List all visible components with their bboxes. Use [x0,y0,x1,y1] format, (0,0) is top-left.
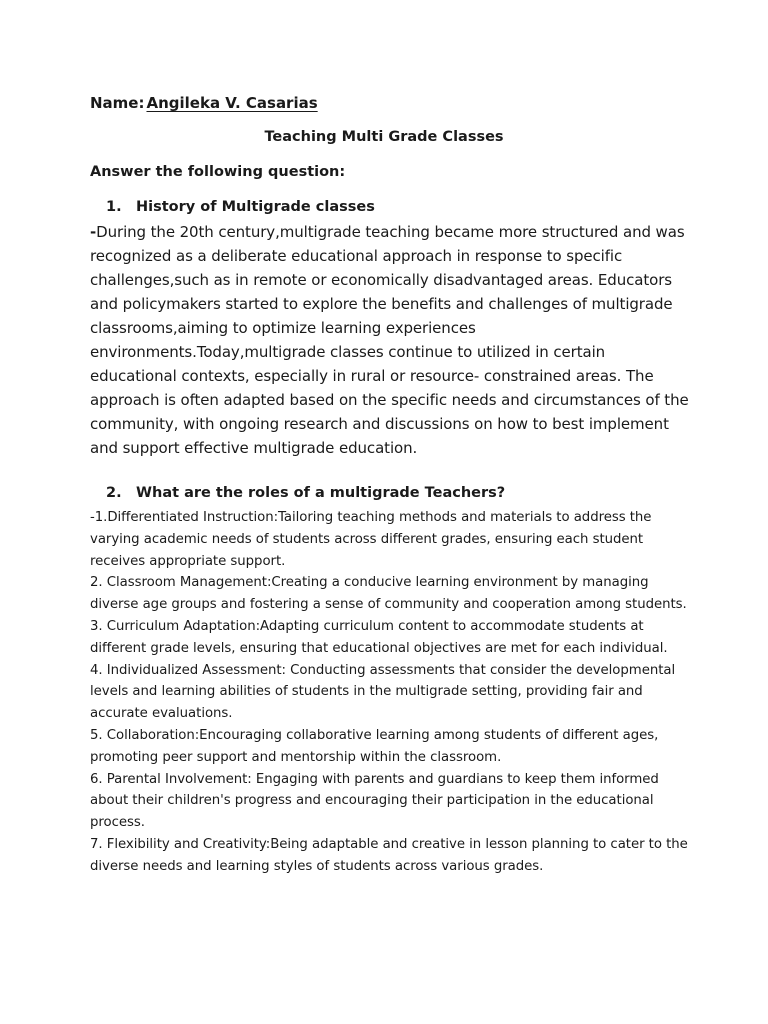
question-1-number: 1. [106,199,122,215]
role-item: 5. Collaboration:Encouraging collaborative learning among students of different ages, promoting peer support and mentorship within the classroom. [90,727,659,765]
document-title: Teaching Multi Grade Classes [264,129,504,145]
name-label: Name: [90,94,145,112]
student-name: Angileka V. Casarias [146,94,318,112]
role-item: 7. Flexibility and Creativity:Being adaptable and creative in lesson planning to cater to the diverse needs and learning styles of students across various grades. [90,836,688,874]
name-line [90,94,340,112]
question-1-heading [106,199,375,215]
role-item: 6. Parental Involvement: Engaging with parents and guardians to keep them informed about their children's progress and encouraging their participation in the educational process. [90,771,659,831]
role-item: 3. Curriculum Adaptation:Adapting curriculum content to accommodate students at different grade levels, ensuring that educational objectives are met for each individual. [90,618,668,656]
role-item: 2. Classroom Management:Creating a conducive learning environment by managing diverse age groups and fostering a sense of community and cooperation among students. [90,575,687,613]
question-1-answer [90,220,690,460]
question-2-text: What are the roles of a multigrade Teachers? [136,485,506,501]
question-2-number: 2. [106,485,122,501]
question-2-answer [90,507,690,878]
role-item: 4. Individualized Assessment: Conducting assessments that consider the developmental levels and learning abilities of students in the multigrade setting, providing fair and accurate evaluations. [90,662,676,722]
role-item: -1.Differentiated Instruction:Tailoring teaching methods and materials to address the varying academic needs of students across different grades, ensuring each student receives appropriate support. [90,510,652,569]
question-2-heading [106,485,505,501]
instruction-text: Answer the following question: [90,164,346,180]
answer-1-dash: - [90,223,97,241]
question-1-text: History of Multigrade classes [136,199,375,215]
answer-1-text: During the 20th century,multigrade teaching became more structured and was recognized as a deliberate educational approach in response to specific challenges,such as in remote or economically disadvantaged areas. Educators and policymakers started to explore the benefits and challenges of multigrade classrooms,aiming to optimize learning experiences environments.Today,multigrade classes continue to utilized in certain educational contexts, especially in rural or resource- constrained areas. The approach is often adapted based on the specific needs and circumstances of the community, with ongoing research and discussions on how to best implement and support effective multigrade education. [90,223,689,457]
